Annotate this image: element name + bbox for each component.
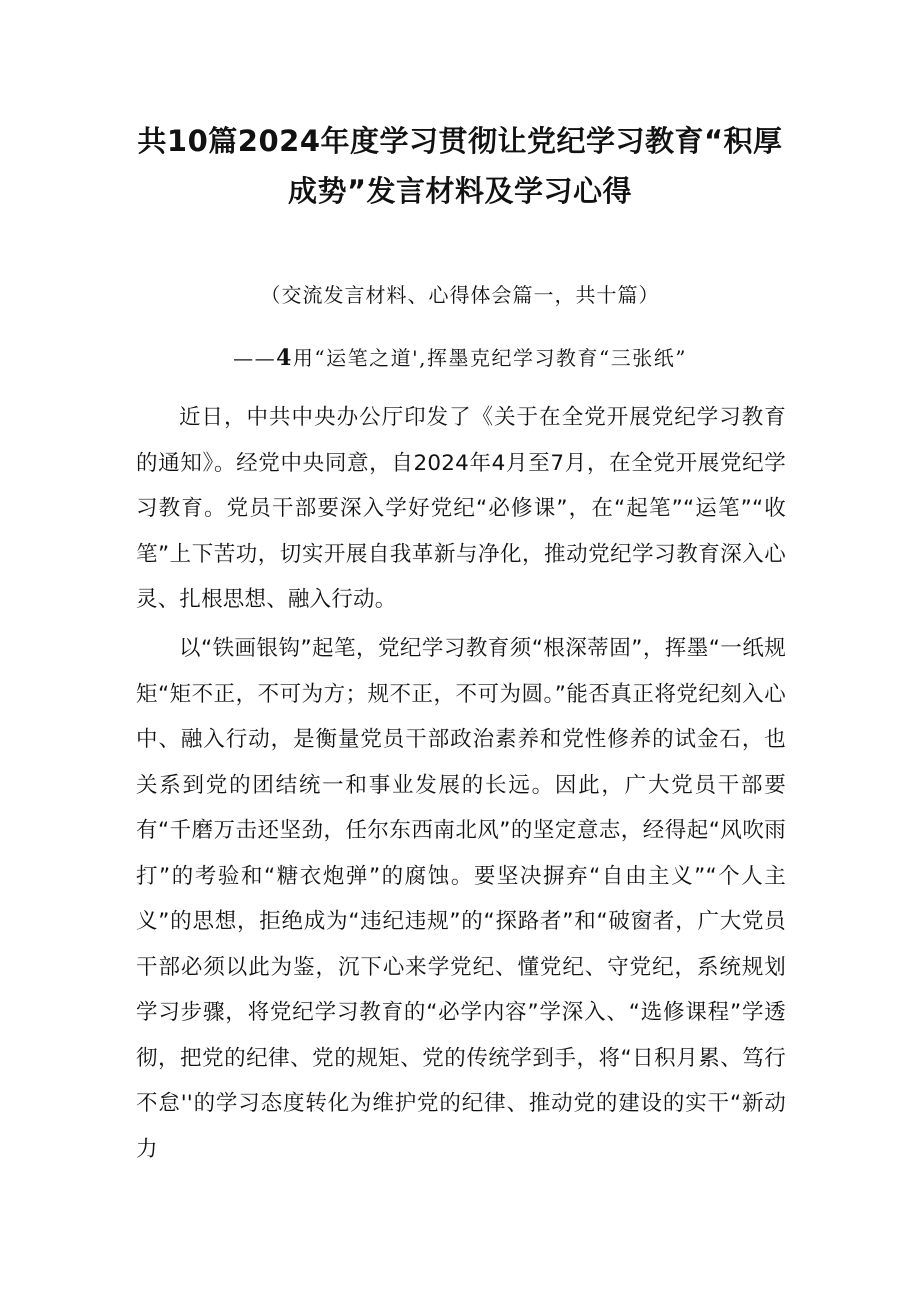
document-subtitle: （交流发言材料、心得体会篇一，共十篇） (260, 283, 660, 307)
section-heading-number: 4 (276, 345, 293, 371)
section-heading-dash: —— (233, 346, 277, 370)
section-heading-text: 用“运笔之道',挥墨克纪学习教育“三张纸” (292, 346, 687, 370)
document-title-line-1: 共10篇2024年度学习贯彻让党纪学习教育“积厚 (137, 124, 783, 158)
document-title-line-2: 成势”发言材料及学习心得 (287, 174, 633, 208)
body-paragraph-2: 以“铁画银钩”起笔，党纪学习教育须“根深蒂固”，挥墨“一纸规矩“矩不正，不可为方；规不正，不可为圆。”能否真正将党纪刻入心中、融入行动，是衡量党员干部政治素养和党性修养的试金石，也关系到党的团结统一和事业发展的长远。因此，广大党员干部要有“千磨万击还坚劲，任尔东西南北风”的坚定意志，经得起“风吹雨打”的考验和“糖衣炮弹”的腐蚀。要坚决摒弃“自由主义”“个人主义”的思想，拒绝成为“违纪违规”的“探路者”和“破窗者，广大党员干部必须以此为鉴，沉下心来学党纪、懂党纪、守党纪，系统规划学习步骤，将党纪学习教育的“必学内容”学深入、“选修课程”学透彻，把党的纪律、党的规矩、党的传统学到手，将“日积月累、笃行不怠''的学习态度转化为维护党的纪律、推动党的建设的实干“新动力 (136, 636, 786, 1162)
section-heading (120, 341, 800, 375)
body-paragraph-1: 近日，中共中央办公厅印发了《关于在全党开展党纪学习教育的通知》。经党中央同意，自2024年4月至7月，在全党开展党纪学习教育。党员干部要深入学好党纪“必修课”，在“起笔”“运笔”“收笔”上下苦功，切实开展自我革新与净化，推动党纪学习教育深入心灵、扎根思想、融入行动。 (136, 405, 786, 612)
